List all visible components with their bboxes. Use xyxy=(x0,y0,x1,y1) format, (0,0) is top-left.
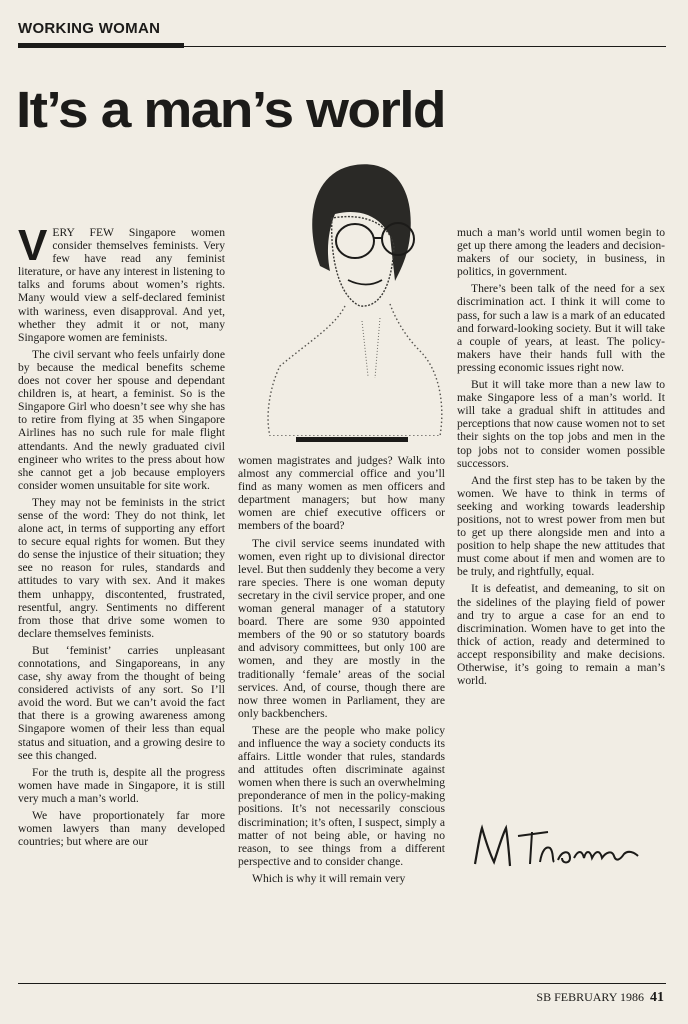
paragraph: They may not be feminists in the strict sense of the word: They do not think, let alone act, in terms of supporting any effort to secure equal rights for women. But they do sense the injustice of their situation; they see no reason for rules, standards and attitudes to vary with sex. And it makes them unhappy, discontented, frustrated, resentful, angry. Sentiments no different from those that drive some women to declare themselves feminists. xyxy=(18,495,225,640)
article-column-3 xyxy=(457,226,665,691)
author-signature xyxy=(470,822,645,872)
paragraph: For the truth is, despite all the progress women have made in Singapore, it is still very much a man’s world. xyxy=(18,765,225,805)
paragraph: These are the people who make policy and influence the way a society conducts its affairs. Little wonder that rules, standards and attitudes often discriminate against women when there is such an overwhelming preponderance of men in the policy-making positions. It’s not necessarily conscious discrimination; it’s often, I suspect, simply a matter of not being able, or having no reason, to see things from a different perspective and to consider change. xyxy=(238,723,445,868)
headline: It’s a man’s world xyxy=(16,81,445,138)
paragraph: The civil servant who feels unfairly done by because the medical benefits scheme does not cover her spouse and dependant children is, at heart, a feminist. So is the Singapore Girl who doesn’t see why she has to retire from flying at 35 when Singapore Airlines has no such rule for male flight attendants. And the newly graduated civil engineer who writes to the press about how she cannot get a job because employers consider women unsuitable for site work. xyxy=(18,347,225,492)
paragraph: The civil service seems inundated with women, even right up to divisional director level. But then suddenly they become a very rare species. There is one woman deputy secretary in the civil service proper, and one woman general manager of a statutory board. There are some 930 appointed members of the 90 or so statutory boards and advisory committees, but only 100 are women, and they are mostly in the traditionally ‘female’ areas of the social services. And, of course, though there are now three women in Parliament, they are only backbenchers. xyxy=(238,536,445,720)
footer-rule xyxy=(18,983,666,984)
issue-date: SB FEBRUARY 1986 xyxy=(536,990,644,1004)
paragraph: It is defeatist, and demeaning, to sit on the sidelines of the playing field of power and try to argue a case for an end to discrimination. Women have to get into the thick of action, ready and determined to accept responsibility and make decisions. Otherwise, it’s going to remain a man’s world. xyxy=(457,582,665,688)
drop-cap: V xyxy=(18,221,48,270)
article-column-1 xyxy=(18,221,225,852)
page-number: 41 xyxy=(650,990,664,1005)
section-rule-thick xyxy=(18,43,184,48)
paragraph: We have proportionately far more women lawyers than many developed countries; but where are our xyxy=(18,809,225,849)
section-label: WORKING WOMAN xyxy=(18,20,161,37)
paragraph: women magistrates and judges? Walk into almost any commercial office and you’ll find as many women as men officers and department managers; but how many women are chief executive officers or members of the board? xyxy=(238,454,445,533)
paragraph: But ‘feminist’ carries unpleasant connotations, and Singaporeans, in any case, shy away from the thought of being considered activists of any sort. So I’ll avoid the word. But we can’t avoid the fact that there is a growing awareness among Singapore women of their less than equal status and situation, and a growing desire to see this changed. xyxy=(18,643,225,762)
paragraph: There’s been talk of the need for a sex discrimination act. I think it will come to pass, for such a law is a mark of an educated and forward-looking society. But it will take a couple of years, at least. The policy-makers have their hands full with the pressing economic issues right now. xyxy=(457,282,665,374)
page-footer xyxy=(536,990,664,1006)
article-column-2 xyxy=(238,454,445,889)
section-rule-thin xyxy=(184,46,666,47)
portrait-rule xyxy=(296,437,408,442)
author-portrait xyxy=(250,146,450,436)
paragraph: Which is why it will remain very xyxy=(252,871,406,885)
paragraph: But it will take more than a new law to make Singapore less of a man’s world. It will take a gradual shift in attitudes and perceptions that now cause women not to set their sights on the top jobs and men in the top jobs not to consider women possible successors. xyxy=(457,378,665,470)
paragraph: And the first step has to be taken by the women. We have to think in terms of seeking and working towards leadership positions, not to wrest power from men but to get up there alongside men and into a position to help shape the new attitudes that must come about if men and women are to be truly, and rightfully, equal. xyxy=(457,473,665,579)
paragraph: VERY FEW Singapore women consider themselves feminists. Very few have read any feminist literature, or have any interest in listening to talks and forums about women’s rights. Many would view a self-declared feminist with wariness, even disapproval. And yet, whether they admit it or not, many Singapore women are feminists. xyxy=(18,221,225,344)
paragraph: much a man’s world until women begin to get up there among the leaders and decision-makers of our society, in business, in politics, in government. xyxy=(457,226,665,279)
